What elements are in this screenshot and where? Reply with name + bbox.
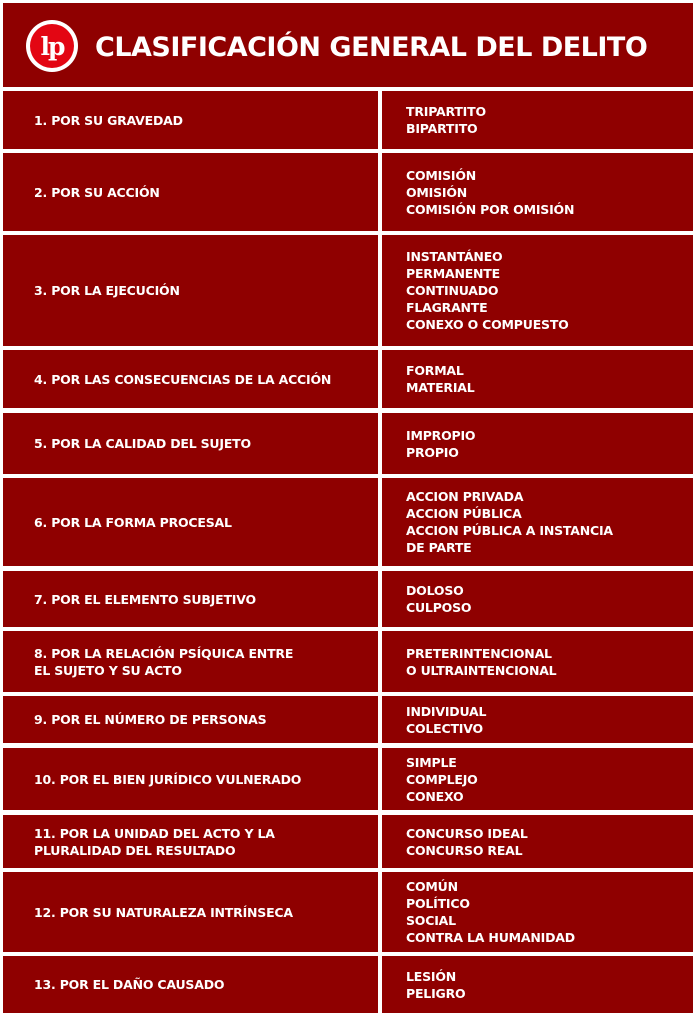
row-item: CONEXO O COMPUESTO <box>406 317 569 332</box>
row-item: SOCIAL <box>406 913 456 928</box>
row-label-line: 12. POR SU NATURALEZA INTRÍNSECA <box>34 904 293 920</box>
row-label-cell <box>3 235 378 346</box>
row-label-line: 8. POR LA RELACIÓN PSÍQUICA ENTRE <box>34 645 294 661</box>
row-label-cell <box>3 478 378 566</box>
row-label-cell <box>3 696 378 743</box>
row-item: PELIGRO <box>406 985 466 1001</box>
row-item: PROPIO <box>406 444 459 460</box>
row-label-line: 9. POR EL NÚMERO DE PERSONAS <box>34 712 267 727</box>
header-banner <box>3 3 693 87</box>
row-label-cell <box>3 748 378 810</box>
row-label-cell <box>3 631 378 692</box>
row-label-line: 11. POR LA UNIDAD DEL ACTO Y LA <box>34 825 275 841</box>
row-item: ACCION PÚBLICA <box>406 506 522 521</box>
row-items-cell <box>382 235 693 346</box>
row-item: COLECTIVO <box>406 720 483 736</box>
row-items-cell <box>382 478 693 566</box>
row-label-cell <box>3 413 378 474</box>
row-item: FORMAL <box>406 363 464 378</box>
row-item: COMPLEJO <box>406 771 478 787</box>
row-label-cell <box>3 91 378 149</box>
row-label-line: PLURALIDAD DEL RESULTADO <box>34 842 236 858</box>
row-label-line: 3. POR LA EJECUCIÓN <box>34 283 180 298</box>
row-item: O ULTRAINTENCIONAL <box>406 662 557 678</box>
row-items-cell <box>382 748 693 810</box>
row-label-line: 5. POR LA CALIDAD DEL SUJETO <box>34 436 251 451</box>
row-item: ACCION PÚBLICA A INSTANCIA <box>406 523 613 538</box>
page-title: CLASIFICACIÓN GENERAL DEL DELITO <box>95 31 648 63</box>
row-items-cell <box>382 631 693 692</box>
row-label-line: 10. POR EL BIEN JURÍDICO VULNERADO <box>34 771 302 787</box>
row-items-cell <box>382 872 693 952</box>
row-item: POLÍTICO <box>406 896 470 911</box>
row-item: MATERIAL <box>406 380 475 395</box>
row-label-line: 1. POR SU GRAVEDAD <box>34 112 183 128</box>
row-label-cell <box>3 153 378 231</box>
row-item: SIMPLE <box>406 754 457 770</box>
row-item: CONTINUADO <box>406 283 499 298</box>
row-items-cell <box>382 956 693 1013</box>
row-items-cell <box>382 91 693 149</box>
row-item: COMISIÓN <box>406 167 477 183</box>
row-item: CULPOSO <box>406 600 472 615</box>
row-item: TRIPARTITO <box>406 104 486 119</box>
row-item: ACCION PRIVADA <box>406 489 524 504</box>
row-label-cell <box>3 872 378 952</box>
row-label-line: 2. POR SU ACCIÓN <box>34 184 160 200</box>
row-label-line: EL SUJETO Y SU ACTO <box>34 662 182 678</box>
lp-logo-text: lp <box>30 24 74 68</box>
row-item: CONTRA LA HUMANIDAD <box>406 930 575 945</box>
row-item: DOLOSO <box>406 583 464 598</box>
row-item: IMPROPIO <box>406 427 476 443</box>
row-label-line: 13. POR EL DAÑO CAUSADO <box>34 977 225 992</box>
row-item: DE PARTE <box>406 540 472 555</box>
row-item: INSTANTÁNEO <box>406 249 503 264</box>
lp-logo <box>26 20 78 72</box>
row-item: INDIVIDUAL <box>406 703 487 719</box>
row-items-cell <box>382 350 693 408</box>
row-item: LESIÓN <box>406 968 457 984</box>
row-items-cell <box>382 153 693 231</box>
row-item: CONCURSO REAL <box>406 842 523 858</box>
row-items-cell <box>382 815 693 868</box>
row-label-line: 6. POR LA FORMA PROCESAL <box>34 514 232 530</box>
row-label-line: 4. POR LAS CONSECUENCIAS DE LA ACCIÓN <box>34 371 332 387</box>
row-item: PRETERINTENCIONAL <box>406 645 552 661</box>
row-label-cell <box>3 956 378 1013</box>
row-label-cell <box>3 571 378 627</box>
row-item: BIPARTITO <box>406 121 478 136</box>
row-item: OMISIÓN <box>406 184 468 200</box>
row-label-line: 7. POR EL ELEMENTO SUBJETIVO <box>34 591 256 607</box>
row-item: COMÚN <box>406 879 458 894</box>
row-label-cell <box>3 815 378 868</box>
row-item: CONEXO <box>406 788 464 804</box>
row-items-cell <box>382 696 693 743</box>
row-item: CONCURSO IDEAL <box>406 825 528 841</box>
row-item: PERMANENTE <box>406 266 500 281</box>
row-label-cell <box>3 350 378 408</box>
row-items-cell <box>382 571 693 627</box>
row-item: FLAGRANTE <box>406 300 488 315</box>
row-items-cell <box>382 413 693 474</box>
row-item: COMISIÓN POR OMISIÓN <box>406 201 575 217</box>
